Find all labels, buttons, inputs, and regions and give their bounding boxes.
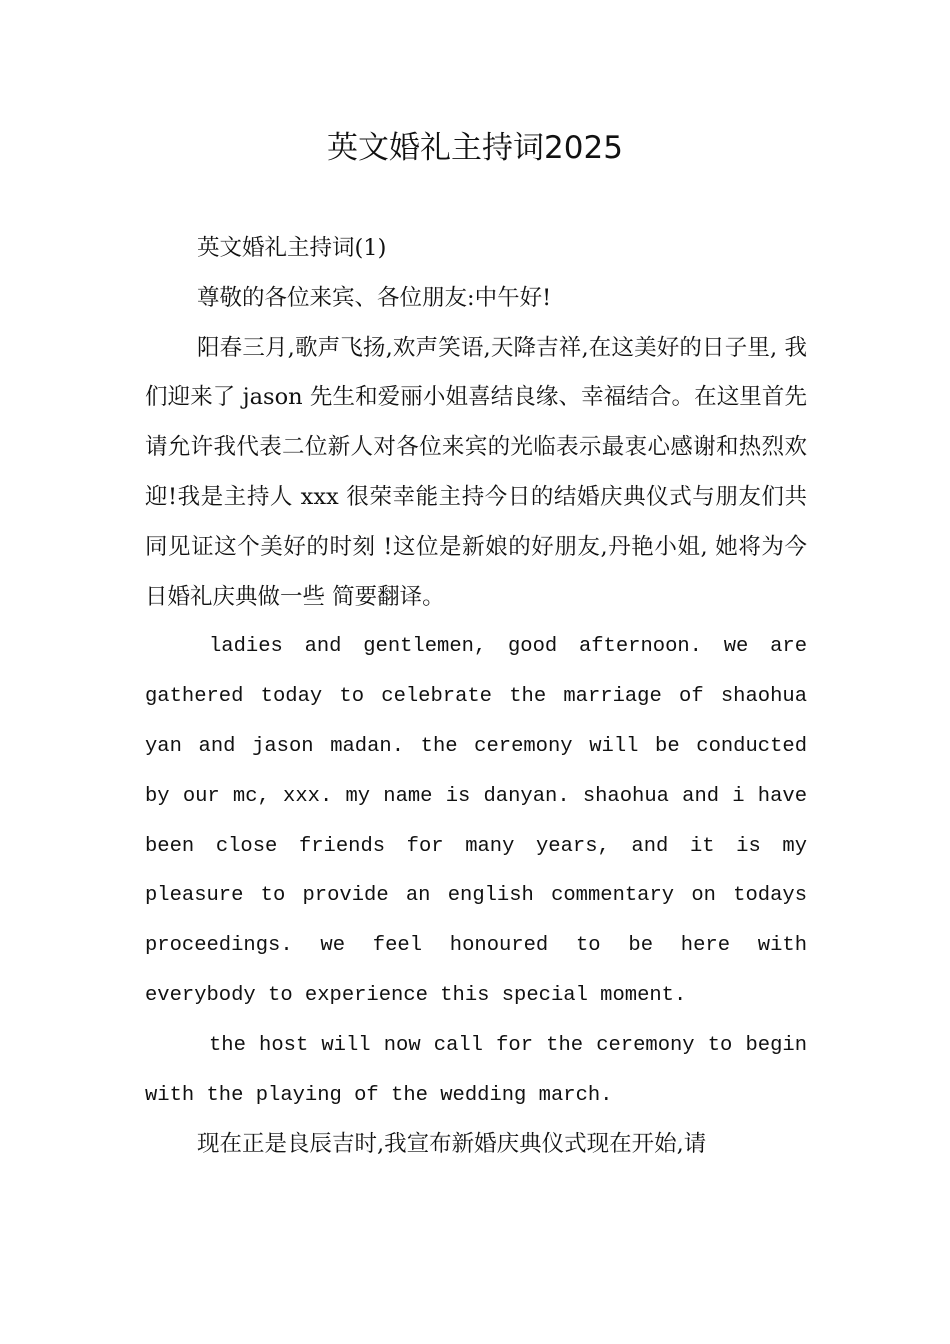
document-title: 英文婚礼主持词2025 [327,130,623,166]
english-host-paragraph: the host will now call for the ceremony to begin with the playing of the wedding march. [145,1033,807,1107]
section-heading: 英文婚礼主持词(1) [197,235,387,261]
greeting-paragraph: 尊敬的各位来宾、各位朋友:中午好! [197,284,552,311]
english-commentary-paragraph: ladies and gentlemen, good afternoon. we are gathered today to celebrate the marriage of shaohua yan and jason madan. the ceremony will be conducted by our mc, xxx. my name is danyan. shaohua and i have been close friends for many years, and it is my pleasure to provide an english commentary on todays proceedings. we feel honoured to be here with everybody to experience this special moment. [145,635,807,1007]
opening-paragraph: 阳春三月,歌声飞扬,欢声笑语,天降吉祥,在这美好的日子里, 我们迎来了 jason 先生和爱丽小姐喜结良缘、幸福结合。在这里首先请允许我代表二位新人对各位来宾的光临表示最衷心感谢和热烈欢迎!我是主持人 xxx 很荣幸能主持今日的结婚庆典仪式与朋友们共同见证这个美好的时刻 !这位是新娘的好朋友,丹艳小姐, 她将为今日婚礼庆典做一些 简要翻译。 [145,334,807,610]
ceremony-start-paragraph: 现在正是良辰吉时,我宣布新婚庆典仪式现在开始,请 [197,1131,707,1158]
document-body [145,224,807,1170]
